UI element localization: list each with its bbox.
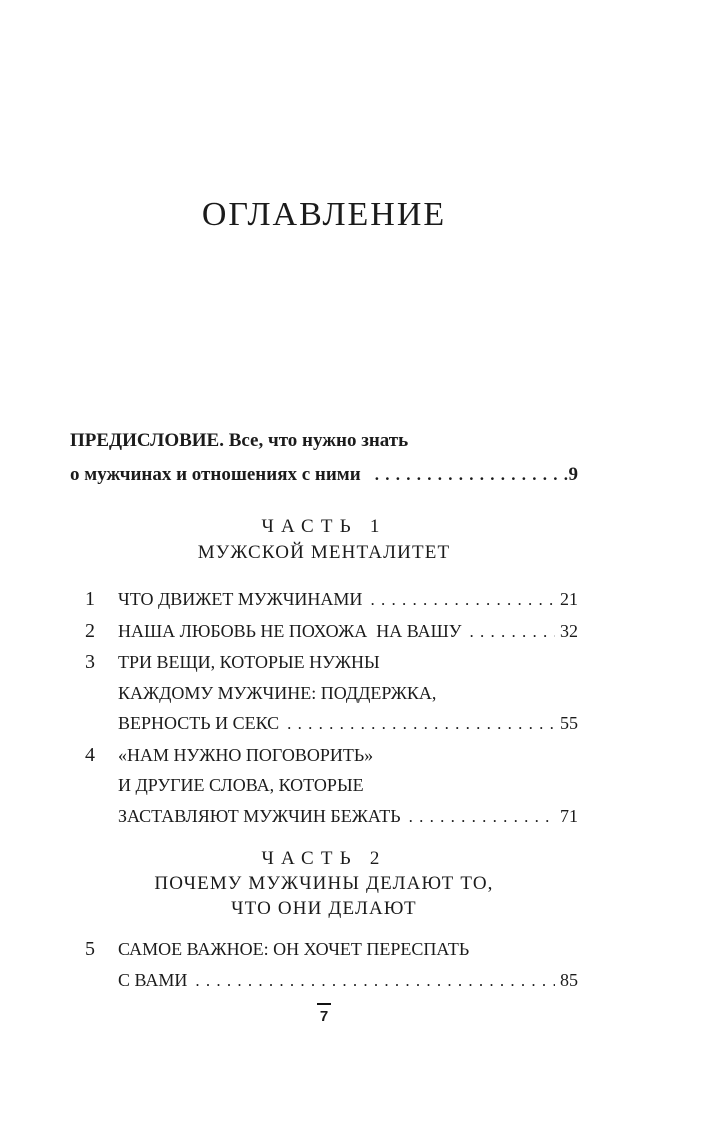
dot-leader xyxy=(195,965,555,997)
dot-leader xyxy=(409,801,555,833)
toc-preface-line-2 xyxy=(70,458,578,492)
dot-leader xyxy=(370,584,555,616)
part2-entries xyxy=(70,934,578,996)
part1-subtitle: МУЖСКОЙ МЕНТАЛИТЕТ xyxy=(197,542,451,563)
footer-rule xyxy=(317,1003,331,1005)
toc-entry-line xyxy=(70,678,578,709)
entry-text: И ДРУГИЕ СЛОВА, КОТОРЫЕ xyxy=(118,775,364,795)
part1-entries xyxy=(70,584,578,832)
entry-page-number: 32 xyxy=(560,620,578,641)
toc-entry-line xyxy=(70,770,578,801)
entry-text: С ВАМИ xyxy=(118,969,188,990)
entry-text: НАША ЛЮБОВЬ НЕ ПОХОЖА НА ВАШУ xyxy=(118,620,462,641)
part2-heading xyxy=(70,846,578,921)
entry-page-number: 9 xyxy=(568,464,578,485)
part2-subtitle: ЧТО ОНИ ДЕЛАЮТ xyxy=(231,898,417,919)
toc-entry-line xyxy=(70,584,578,616)
entry-text: ВЕРНОСТЬ И СЕКС xyxy=(118,713,280,733)
entry-text: «НАМ НУЖНО ПОГОВОРИТЬ» xyxy=(118,744,374,765)
part1-label: ЧАСТЬ 1 xyxy=(261,516,387,537)
entry-page-number: 85 xyxy=(560,969,578,990)
toc-entry-line xyxy=(70,934,578,965)
toc-entry-line xyxy=(70,616,578,648)
page-footer xyxy=(70,1003,578,1025)
toc-entry-line xyxy=(70,740,578,771)
footer-page-number: 7 xyxy=(319,1008,329,1025)
entry-text: ЧТО ДВИЖЕТ МУЖЧИНАМИ xyxy=(118,589,363,609)
toc-preface xyxy=(70,424,578,492)
entry-page-number: 71 xyxy=(560,805,578,826)
preface-text: ПРЕДИСЛОВИЕ. Все, что нужно знать xyxy=(70,430,409,451)
part2-subtitle: ПОЧЕМУ МУЖЧИНЫ ДЕЛАЮТ ТО, xyxy=(154,873,494,894)
toc-entry-line xyxy=(70,647,578,678)
entry-page-number: 21 xyxy=(560,589,578,609)
entry-text: ТРИ ВЕЩИ, КОТОРЫЕ НУЖНЫ xyxy=(118,652,380,672)
toc-entry-line xyxy=(70,708,578,740)
entry-number: 3 xyxy=(85,651,95,673)
page-title: ОГЛАВЛЕНИЕ xyxy=(201,196,447,233)
entry-text: ЗАСТАВЛЯЮТ МУЖЧИН БЕЖАТЬ xyxy=(118,805,401,826)
entry-number: 1 xyxy=(85,588,95,610)
entry-number: 4 xyxy=(85,743,95,766)
dot-leader xyxy=(375,458,569,492)
entry-text: САМОЕ ВАЖНОЕ: ОН ХОЧЕТ ПЕРЕСПАТЬ xyxy=(118,939,470,959)
toc-entry-line xyxy=(70,801,578,833)
entry-number: 2 xyxy=(85,619,95,642)
dot-leader xyxy=(287,708,555,740)
toc-preface-line-1 xyxy=(70,424,578,458)
part1-heading xyxy=(70,514,578,566)
entry-text: КАЖДОМУ МУЖЧИНЕ: ПОДДЕРЖКА, xyxy=(118,682,437,703)
dot-leader xyxy=(470,616,555,648)
part2-label: ЧАСТЬ 2 xyxy=(261,848,387,869)
page-title-wrap xyxy=(70,196,578,234)
entry-page-number: 55 xyxy=(560,713,578,733)
preface-text: о мужчинах и отношениях с ними xyxy=(70,464,361,485)
entry-number: 5 xyxy=(85,938,95,960)
toc-entry-line xyxy=(70,965,578,997)
